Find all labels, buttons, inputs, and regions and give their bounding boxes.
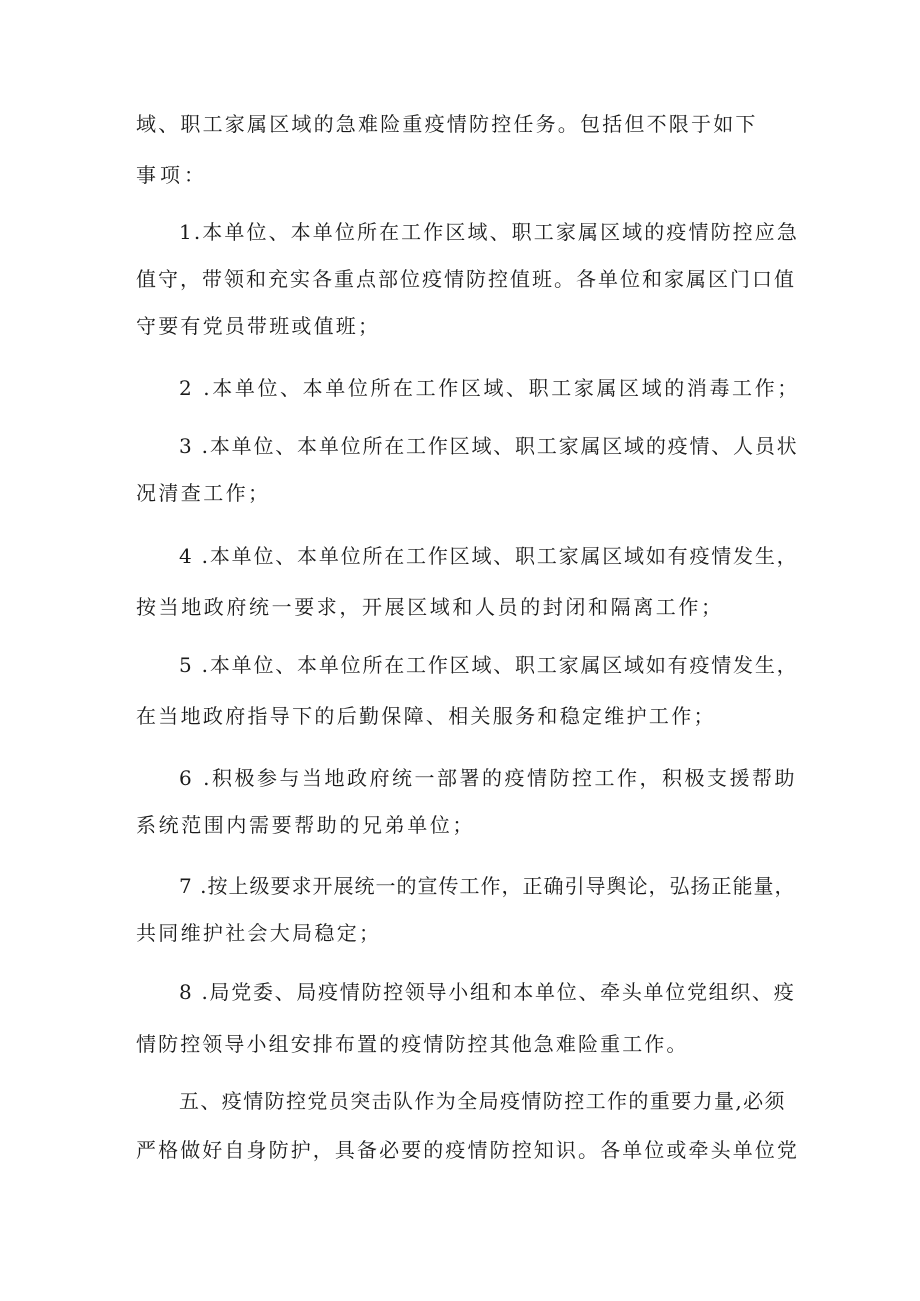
text-line: 1.本单位、本单位所在工作区域、职工家属区域的疫情防控应急 — [179, 220, 799, 244]
text-line: 2 .本单位、本单位所在工作区域、职工家属区域的消毒工作； — [179, 376, 800, 400]
text-line: 5 .本单位、本单位所在工作区域、职工家属区域如有疫情发生， — [179, 653, 799, 677]
text-line: 4 .本单位、本单位所在工作区域、职工家属区域如有疫情发生， — [179, 544, 799, 568]
text-line: 3 .本单位、本单位所在工作区域、职工家属区域的疫情、人员状 — [179, 434, 799, 458]
text-line: 在当地政府指导下的后勤保障、相关服务和稳定维护工作； — [136, 704, 716, 728]
text-line: 情防控领导小组安排布置的疫情防控其他急难险重工作。 — [136, 1032, 689, 1056]
text-line: 8 .局党委、局疫情防控领导小组和本单位、牵头单位党组织、疫 — [179, 980, 796, 1004]
text-line: 严格做好自身防护，具备必要的疫情防控知识。各单位或牵头单位党 — [136, 1138, 799, 1162]
text-line: 共同维护社会大局稳定； — [136, 921, 382, 945]
text-line: 事项： — [136, 163, 208, 187]
text-line: 守要有党员带班或值班； — [136, 314, 381, 338]
text-line: 按当地政府统一要求，开展区域和人员的封闭和隔离工作； — [136, 595, 724, 619]
text-line: 况清查工作； — [136, 481, 271, 505]
text-line: 6 .积极参与当地政府统一部署的疫情防控工作，积极支援帮助 — [179, 766, 797, 790]
text-line: 系统范围内需要帮助的兄弟单位； — [136, 813, 475, 837]
text-line: 域、职工家属区域的急难险重疫情防控任务。包括但不限于如下 — [136, 112, 758, 136]
text-line: 7 .按上级要求开展统一的宣传工作，正确引导舆论，弘扬正能量， — [179, 874, 796, 898]
text-line: 值守，带领和充实各重点部位疫情防控值班。各单位和家属区门口值 — [136, 267, 796, 291]
text-line: 五、疫情防控党员突击队作为全局疫情防控工作的重要力量,必须 — [179, 1089, 786, 1113]
